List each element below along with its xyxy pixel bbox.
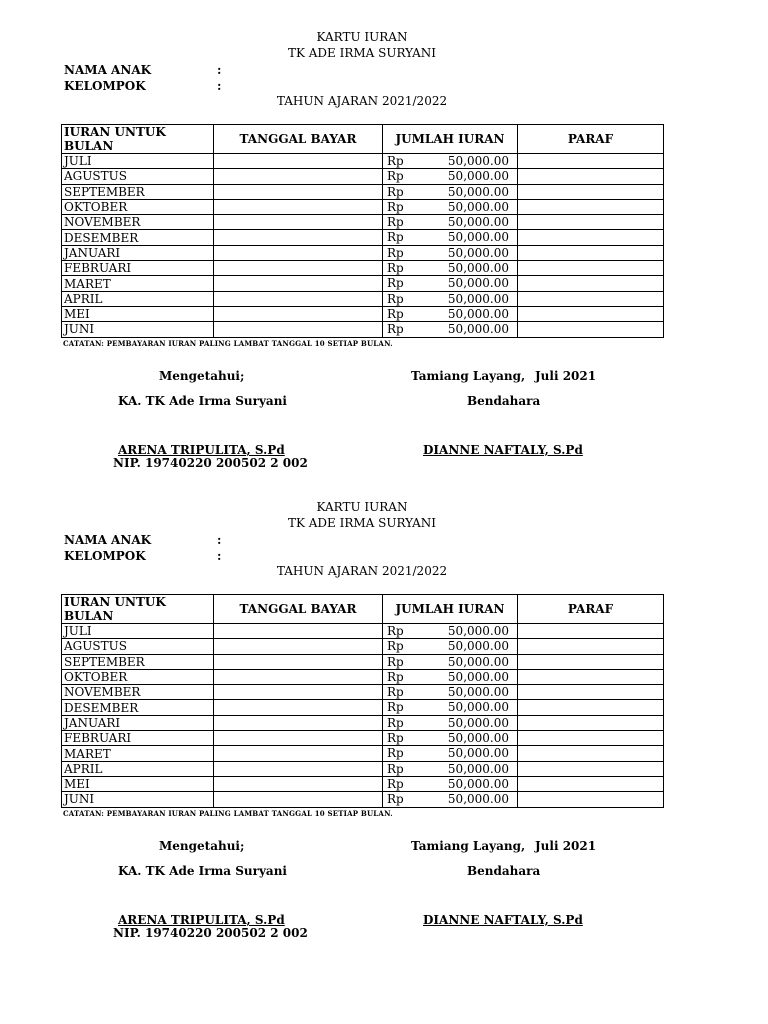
month-cell: APRIL [62, 291, 214, 306]
currency-label: Rp [387, 685, 404, 700]
jumlah-iuran-cell [383, 715, 518, 730]
currency-label: Rp [387, 761, 404, 776]
paraf-cell[interactable] [518, 291, 664, 306]
paraf-cell[interactable] [518, 624, 664, 639]
currency-label: Rp [387, 746, 404, 761]
month-cell: DESEMBER [62, 700, 214, 715]
month-cell: OKTOBER [62, 669, 214, 684]
currency-label: Rp [387, 669, 404, 684]
amount-value: 50,000.00 [447, 154, 509, 168]
jumlah-iuran-cell [383, 184, 518, 199]
amount-value: 50,000.00 [447, 776, 509, 791]
jumlah-iuran-cell [383, 291, 518, 306]
jumlah-iuran-cell [383, 685, 518, 700]
tanggal-bayar-cell[interactable] [214, 715, 383, 730]
table-row [62, 169, 664, 184]
tanggal-bayar-cell[interactable] [214, 291, 383, 306]
school-name: TK ADE IRMA SURYANI [287, 516, 437, 530]
jumlah-iuran-cell [383, 199, 518, 214]
iuran-table [61, 124, 664, 338]
paraf-cell[interactable] [518, 639, 664, 654]
paraf-cell[interactable] [518, 700, 664, 715]
currency-label: Rp [387, 715, 404, 730]
table-row [62, 276, 664, 291]
currency-label: Rp [387, 291, 404, 306]
kelompok-colon: : [217, 79, 222, 93]
paraf-cell[interactable] [518, 715, 664, 730]
paraf-cell[interactable] [518, 261, 664, 276]
jumlah-iuran-cell [383, 654, 518, 669]
currency-label: Rp [387, 215, 404, 230]
table-row [62, 669, 664, 684]
currency-label: Rp [387, 776, 404, 791]
tanggal-bayar-cell[interactable] [214, 776, 383, 791]
kartu-iuran-card-2 [0, 470, 768, 940]
tanggal-bayar-cell[interactable] [214, 245, 383, 260]
amount-value: 50,000.00 [447, 261, 509, 276]
tanggal-bayar-cell[interactable] [214, 746, 383, 761]
paraf-cell[interactable] [518, 731, 664, 746]
amount-value: 50,000.00 [447, 199, 509, 214]
currency-label: Rp [387, 261, 404, 276]
tanggal-bayar-cell[interactable] [214, 261, 383, 276]
jumlah-iuran-cell [383, 245, 518, 260]
amount-value: 50,000.00 [447, 230, 509, 245]
table-row [62, 291, 664, 306]
currency-label: Rp [387, 199, 404, 214]
tanggal-bayar-cell[interactable] [214, 792, 383, 807]
month-cell: APRIL [62, 761, 214, 776]
tanggal-bayar-cell[interactable] [214, 639, 383, 654]
amount-value: 50,000.00 [447, 685, 509, 700]
table-row [62, 215, 664, 230]
month-cell: NOVEMBER [62, 685, 214, 700]
ka-name: ARENA TRIPULITA, S.Pd [118, 913, 285, 927]
jumlah-iuran-cell [383, 154, 518, 169]
tanggal-bayar-cell[interactable] [214, 669, 383, 684]
nama-anak-colon: : [217, 63, 222, 77]
tanggal-bayar-cell[interactable] [214, 215, 383, 230]
month-cell: JUNI [62, 322, 214, 337]
kelompok-label: KELOMPOK [64, 79, 146, 93]
amount-value: 50,000.00 [447, 746, 509, 761]
month-cell: JUNI [62, 792, 214, 807]
jumlah-iuran-cell [383, 169, 518, 184]
bendahara-name: DIANNE NAFTALY, S.Pd [423, 443, 583, 457]
header-bulan: IURAN UNTUK BULAN [62, 125, 214, 154]
month-cell: AGUSTUS [62, 639, 214, 654]
jumlah-iuran-cell [383, 639, 518, 654]
jumlah-iuran-cell [383, 306, 518, 321]
paraf-cell[interactable] [518, 169, 664, 184]
paraf-cell[interactable] [518, 230, 664, 245]
date-label: Juli 2021 [535, 369, 597, 383]
tahun-ajaran: TAHUN AJARAN 2021/2022 [276, 564, 448, 578]
iuran-table [61, 594, 664, 808]
month-cell: MARET [62, 276, 214, 291]
date-label: Juli 2021 [535, 839, 597, 853]
table-header-row [62, 595, 664, 624]
amount-value: 50,000.00 [447, 306, 509, 321]
table-row [62, 746, 664, 761]
currency-label: Rp [387, 731, 404, 746]
table-row [62, 199, 664, 214]
table-row [62, 624, 664, 639]
header-paraf: PARAF [518, 125, 664, 154]
jumlah-iuran-cell [383, 261, 518, 276]
currency-label: Rp [387, 154, 404, 168]
table-row [62, 731, 664, 746]
paraf-cell[interactable] [518, 746, 664, 761]
currency-label: Rp [387, 639, 404, 654]
tanggal-bayar-cell[interactable] [214, 761, 383, 776]
jumlah-iuran-cell [383, 276, 518, 291]
amount-value: 50,000.00 [447, 322, 509, 337]
card-title: KARTU IURAN [316, 30, 408, 44]
mengetahui-label: Mengetahui; [159, 369, 245, 383]
paraf-cell[interactable] [518, 669, 664, 684]
jumlah-iuran-cell [383, 215, 518, 230]
month-cell: JANUARI [62, 715, 214, 730]
table-row [62, 245, 664, 260]
paraf-cell[interactable] [518, 184, 664, 199]
paraf-cell[interactable] [518, 276, 664, 291]
amount-value: 50,000.00 [447, 184, 509, 199]
amount-value: 50,000.00 [447, 276, 509, 291]
amount-value: 50,000.00 [447, 654, 509, 669]
paraf-cell[interactable] [518, 199, 664, 214]
month-cell: JANUARI [62, 245, 214, 260]
jumlah-iuran-cell [383, 624, 518, 639]
month-cell: OKTOBER [62, 199, 214, 214]
currency-label: Rp [387, 276, 404, 291]
paraf-cell[interactable] [518, 322, 664, 337]
tanggal-bayar-cell[interactable] [214, 700, 383, 715]
nama-anak-label: NAMA ANAK [64, 63, 152, 77]
tanggal-bayar-cell[interactable] [214, 624, 383, 639]
currency-label: Rp [387, 624, 404, 638]
table-row [62, 261, 664, 276]
mengetahui-label: Mengetahui; [159, 839, 245, 853]
card-title: KARTU IURAN [316, 500, 408, 514]
bendahara-name: DIANNE NAFTALY, S.Pd [423, 913, 583, 927]
amount-value: 50,000.00 [447, 245, 509, 260]
ka-title: KA. TK Ade Irma Suryani [118, 394, 287, 408]
tanggal-bayar-cell[interactable] [214, 322, 383, 337]
catatan-note: CATATAN: PEMBAYARAN IURAN PALING LAMBAT TANGGAL 10 SETIAP BULAN. [63, 809, 393, 818]
nama-anak-label: NAMA ANAK [64, 533, 152, 547]
paraf-cell[interactable] [518, 685, 664, 700]
amount-value: 50,000.00 [447, 215, 509, 230]
table-row [62, 792, 664, 807]
table-row [62, 154, 664, 169]
header-tanggal-bayar: TANGGAL BAYAR [214, 595, 383, 624]
table-row [62, 230, 664, 245]
table-row [62, 306, 664, 321]
header-jumlah-iuran: JUMLAH IURAN [383, 125, 518, 154]
month-cell: MARET [62, 746, 214, 761]
month-cell: JULI [62, 154, 214, 169]
header-bulan: IURAN UNTUK BULAN [62, 595, 214, 624]
month-cell: FEBRUARI [62, 731, 214, 746]
jumlah-iuran-cell [383, 322, 518, 337]
paraf-cell[interactable] [518, 154, 664, 169]
amount-value: 50,000.00 [447, 715, 509, 730]
header-paraf: PARAF [518, 595, 664, 624]
jumlah-iuran-cell [383, 230, 518, 245]
month-cell: MEI [62, 306, 214, 321]
table-row [62, 685, 664, 700]
table-row [62, 639, 664, 654]
amount-value: 50,000.00 [447, 731, 509, 746]
table-header-row [62, 125, 664, 154]
month-cell: JULI [62, 624, 214, 639]
month-cell: FEBRUARI [62, 261, 214, 276]
tanggal-bayar-cell[interactable] [214, 276, 383, 291]
currency-label: Rp [387, 245, 404, 260]
school-name: TK ADE IRMA SURYANI [287, 46, 437, 60]
month-cell: MEI [62, 776, 214, 791]
kartu-iuran-card-1 [0, 0, 768, 470]
month-cell: AGUSTUS [62, 169, 214, 184]
tahun-ajaran: TAHUN AJARAN 2021/2022 [276, 94, 448, 108]
ka-title: KA. TK Ade Irma Suryani [118, 864, 287, 878]
jumlah-iuran-cell [383, 700, 518, 715]
table-row [62, 700, 664, 715]
bendahara-title: Bendahara [467, 864, 541, 878]
paraf-cell[interactable] [518, 792, 664, 807]
jumlah-iuran-cell [383, 731, 518, 746]
paraf-cell[interactable] [518, 215, 664, 230]
tanggal-bayar-cell[interactable] [214, 731, 383, 746]
currency-label: Rp [387, 792, 404, 807]
ka-name: ARENA TRIPULITA, S.Pd [118, 443, 285, 457]
tanggal-bayar-cell[interactable] [214, 199, 383, 214]
currency-label: Rp [387, 184, 404, 199]
kelompok-label: KELOMPOK [64, 549, 146, 563]
amount-value: 50,000.00 [447, 761, 509, 776]
paraf-cell[interactable] [518, 654, 664, 669]
tanggal-bayar-cell[interactable] [214, 154, 383, 169]
month-cell: SEPTEMBER [62, 184, 214, 199]
jumlah-iuran-cell [383, 792, 518, 807]
tanggal-bayar-cell[interactable] [214, 169, 383, 184]
currency-label: Rp [387, 169, 404, 184]
catatan-note: CATATAN: PEMBAYARAN IURAN PALING LAMBAT TANGGAL 10 SETIAP BULAN. [63, 339, 393, 348]
jumlah-iuran-cell [383, 669, 518, 684]
table-row [62, 322, 664, 337]
amount-value: 50,000.00 [447, 291, 509, 306]
paraf-cell[interactable] [518, 245, 664, 260]
currency-label: Rp [387, 654, 404, 669]
jumlah-iuran-cell [383, 746, 518, 761]
ka-nip: NIP. 19740220 200502 2 002 [113, 456, 308, 470]
currency-label: Rp [387, 322, 404, 337]
month-cell: DESEMBER [62, 230, 214, 245]
currency-label: Rp [387, 306, 404, 321]
jumlah-iuran-cell [383, 776, 518, 791]
tanggal-bayar-cell[interactable] [214, 230, 383, 245]
table-row [62, 761, 664, 776]
header-jumlah-iuran: JUMLAH IURAN [383, 595, 518, 624]
amount-value: 50,000.00 [447, 639, 509, 654]
place-label: Tamiang Layang, [411, 839, 526, 853]
tanggal-bayar-cell[interactable] [214, 685, 383, 700]
table-row [62, 776, 664, 791]
nama-anak-colon: : [217, 533, 222, 547]
amount-value: 50,000.00 [447, 792, 509, 807]
amount-value: 50,000.00 [447, 169, 509, 184]
kelompok-colon: : [217, 549, 222, 563]
table-row [62, 715, 664, 730]
paraf-cell[interactable] [518, 306, 664, 321]
amount-value: 50,000.00 [447, 700, 509, 715]
header-tanggal-bayar: TANGGAL BAYAR [214, 125, 383, 154]
paraf-cell[interactable] [518, 761, 664, 776]
month-cell: SEPTEMBER [62, 654, 214, 669]
currency-label: Rp [387, 230, 404, 245]
amount-value: 50,000.00 [447, 669, 509, 684]
tanggal-bayar-cell[interactable] [214, 184, 383, 199]
amount-value: 50,000.00 [447, 624, 509, 638]
ka-nip: NIP. 19740220 200502 2 002 [113, 926, 308, 940]
bendahara-title: Bendahara [467, 394, 541, 408]
paraf-cell[interactable] [518, 776, 664, 791]
tanggal-bayar-cell[interactable] [214, 306, 383, 321]
table-row [62, 184, 664, 199]
jumlah-iuran-cell [383, 761, 518, 776]
table-row [62, 654, 664, 669]
place-label: Tamiang Layang, [411, 369, 526, 383]
currency-label: Rp [387, 700, 404, 715]
month-cell: NOVEMBER [62, 215, 214, 230]
tanggal-bayar-cell[interactable] [214, 654, 383, 669]
